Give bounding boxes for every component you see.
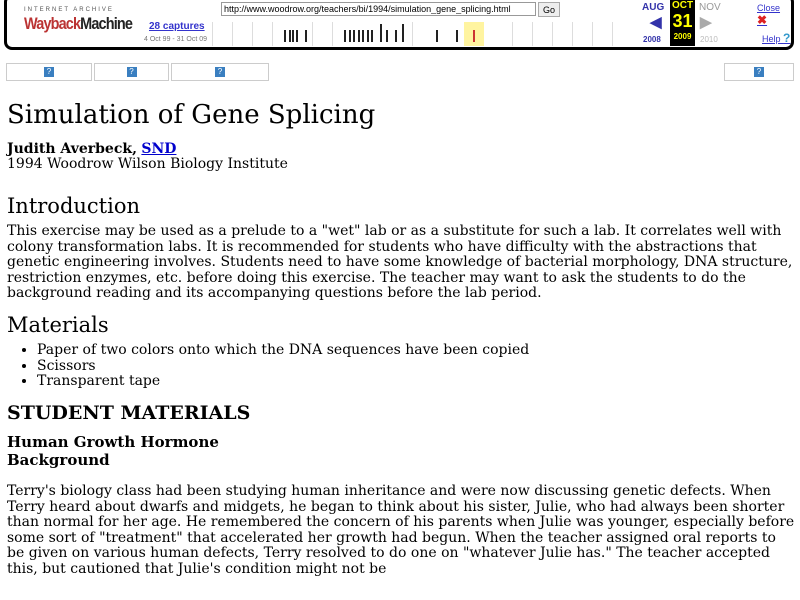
current-date: [670, 0, 695, 46]
subheading: Human Growth Hormone: [7, 433, 219, 451]
prev-arrow-icon[interactable]: ◀: [650, 14, 662, 31]
nav-button-3[interactable]: [171, 63, 269, 81]
nav-button-4[interactable]: [724, 63, 794, 81]
captures-link[interactable]: 28 captures: [149, 21, 205, 32]
page-content: [7, 100, 797, 577]
wayback-logo[interactable]: [24, 14, 132, 34]
help-link[interactable]: [762, 31, 790, 45]
institute: 1994 Woodrow Wilson Biology Institute: [7, 156, 288, 172]
missing-image-icon: ?: [754, 67, 764, 77]
current-day: 31: [672, 11, 693, 31]
page-title: Simulation of Gene Splicing: [7, 100, 376, 130]
logo-part: Machine: [80, 14, 133, 33]
help-icon[interactable]: ?: [783, 31, 791, 45]
help-label: Help: [762, 34, 781, 44]
materials-list: [7, 343, 797, 390]
prev-month[interactable]: AUG: [642, 2, 665, 13]
url-input[interactable]: [221, 2, 536, 16]
author-name: Judith Averbeck,: [7, 140, 137, 157]
current-year: 2009: [673, 32, 692, 41]
subheading: Background: [7, 450, 110, 469]
go-button[interactable]: Go: [538, 2, 560, 17]
materials-heading: Materials: [7, 312, 109, 337]
list-item: • Transparent tape: [37, 374, 797, 390]
current-month: OCT: [671, 0, 694, 11]
prev-year[interactable]: 2008: [643, 35, 661, 44]
close-label: Close: [757, 3, 781, 13]
author-line: [7, 142, 797, 158]
logo-part: Wayback: [24, 14, 81, 33]
capture-timeline[interactable]: [212, 22, 642, 46]
nav-button-2[interactable]: [94, 63, 169, 81]
close-link[interactable]: [757, 3, 791, 27]
nav-button-1[interactable]: [6, 63, 92, 81]
wayback-toolbar: [4, 0, 794, 50]
logo-caption: INTERNET ARCHIVE: [24, 7, 114, 13]
next-arrow-icon: ▶: [700, 14, 712, 31]
background-text: Terry's biology class had been studying human inheritance and were now discussing genetic defects. When Terry heard about dwarfs and midgets, he began to think about his sister, Julie, who had always been shorter than normal for her age. He remembered the concern of his parents when Julie was younger, especially before some sort of "treatment" that accelerated her growth had begun. When the teacher assigned oral reports to be given on various human defects, Terry resolved to do one on "whatever Julie has." The teacher accepted this, but cautioned that Julie's condition might not be: [7, 483, 795, 577]
list-item: • Paper of two colors onto which the DNA sequences have been copied: [37, 343, 797, 359]
introduction-text: This exercise may be used as a prelude to a "wet" lab or as a substitute for such a lab. It correlates well with colony transformation labs. It is recommended for students who have difficulty with the abstractions that genetic engineering involves. Students need to have some knowledge of bacterial morphology, DNA structure, restriction enzymes, etc. before doing this exercise. The teacher may want to ask the students to do the background reading and its accompanying questions before the lab period.: [7, 223, 793, 301]
close-icon[interactable]: ✖: [757, 13, 768, 27]
missing-image-icon: ?: [127, 67, 137, 77]
missing-image-icon: ?: [44, 67, 54, 77]
author-link[interactable]: SND: [141, 140, 177, 157]
next-year: 2010: [700, 35, 718, 44]
student-materials-heading: STUDENT MATERIALS: [7, 401, 251, 424]
missing-image-icon: ?: [215, 67, 225, 77]
introduction-heading: Introduction: [7, 193, 140, 218]
capture-range: 4 Oct 99 - 31 Oct 09: [144, 36, 208, 43]
next-month: NOV: [699, 2, 721, 13]
list-item: • Scissors: [37, 359, 797, 375]
